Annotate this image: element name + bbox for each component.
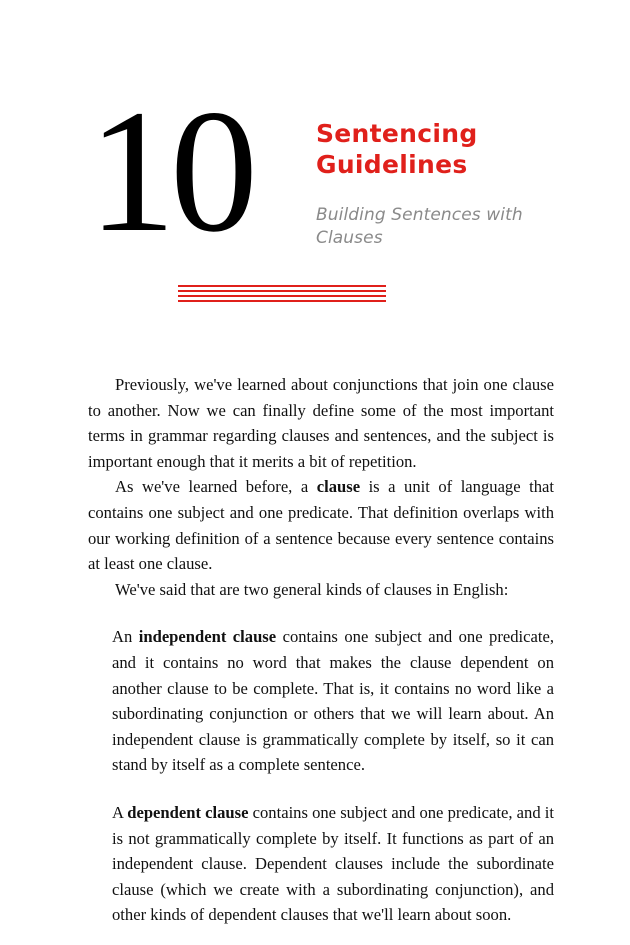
term-clause: clause — [316, 477, 361, 497]
accent-rule-stack — [178, 285, 386, 302]
chapter-subtitle: Building Sentences with Clauses — [316, 205, 523, 248]
paragraph-1 — [88, 372, 554, 474]
paragraph-5 — [112, 800, 554, 928]
paragraph-2-lead: As we've learned before, a — [115, 477, 317, 497]
chapter-header — [88, 74, 558, 307]
paragraph-4-lead: An — [112, 627, 139, 647]
chapter-title-line-2: Guidelines — [316, 150, 468, 179]
paragraph-5-lead: A — [112, 802, 128, 822]
paragraph-4 — [112, 624, 554, 778]
paragraph-2-tail: is a unit of language that contains one subject and one predicate. That definition overlaps with our working definition of a sentence because every sentence contains at least one clause. — [88, 477, 554, 574]
term-dependent-clause: dependent clause — [127, 802, 249, 822]
paragraph-2 — [88, 474, 554, 576]
accent-rule — [178, 290, 386, 292]
accent-rule — [178, 300, 386, 302]
paragraph-1-text: Previously, we've learned about conjunctions that join one clause to another. Now we can finally define some of the most important terms in grammar regarding clauses and sentences, and the subject is important enough that it merits a bit of repetition. — [88, 375, 554, 471]
accent-rule — [178, 295, 386, 297]
chapter-title-block — [316, 118, 566, 250]
paragraph-3-text: We've said that are two general kinds of clauses in English: — [115, 579, 509, 599]
chapter-number: 10 — [88, 74, 252, 269]
accent-rule — [178, 285, 386, 287]
paragraph-4-tail: contains one subject and one predicate, and it contains no word that makes the clause dependent on another clause to be complete. That is, it contains no word like a subordinating conjunction or others that we will learn about. An independent clause is grammatically complete by itself, so it can stand by itself as a complete sentence. — [112, 627, 554, 775]
body-text — [88, 372, 554, 928]
paragraph-5-tail: contains one subject and one predicate, and it is not grammatically complete by itself. It functions as part of an independent clause. Dependent clauses include the subordinate clause (which we create with a subordinating conjunction), and other kinds of dependent clauses that we'll learn about soon. — [112, 802, 555, 925]
chapter-title-line-1: Sentencing — [316, 119, 478, 148]
paragraph-3 — [88, 577, 554, 603]
chapter-title — [316, 118, 566, 180]
term-independent-clause: independent clause — [138, 627, 277, 647]
